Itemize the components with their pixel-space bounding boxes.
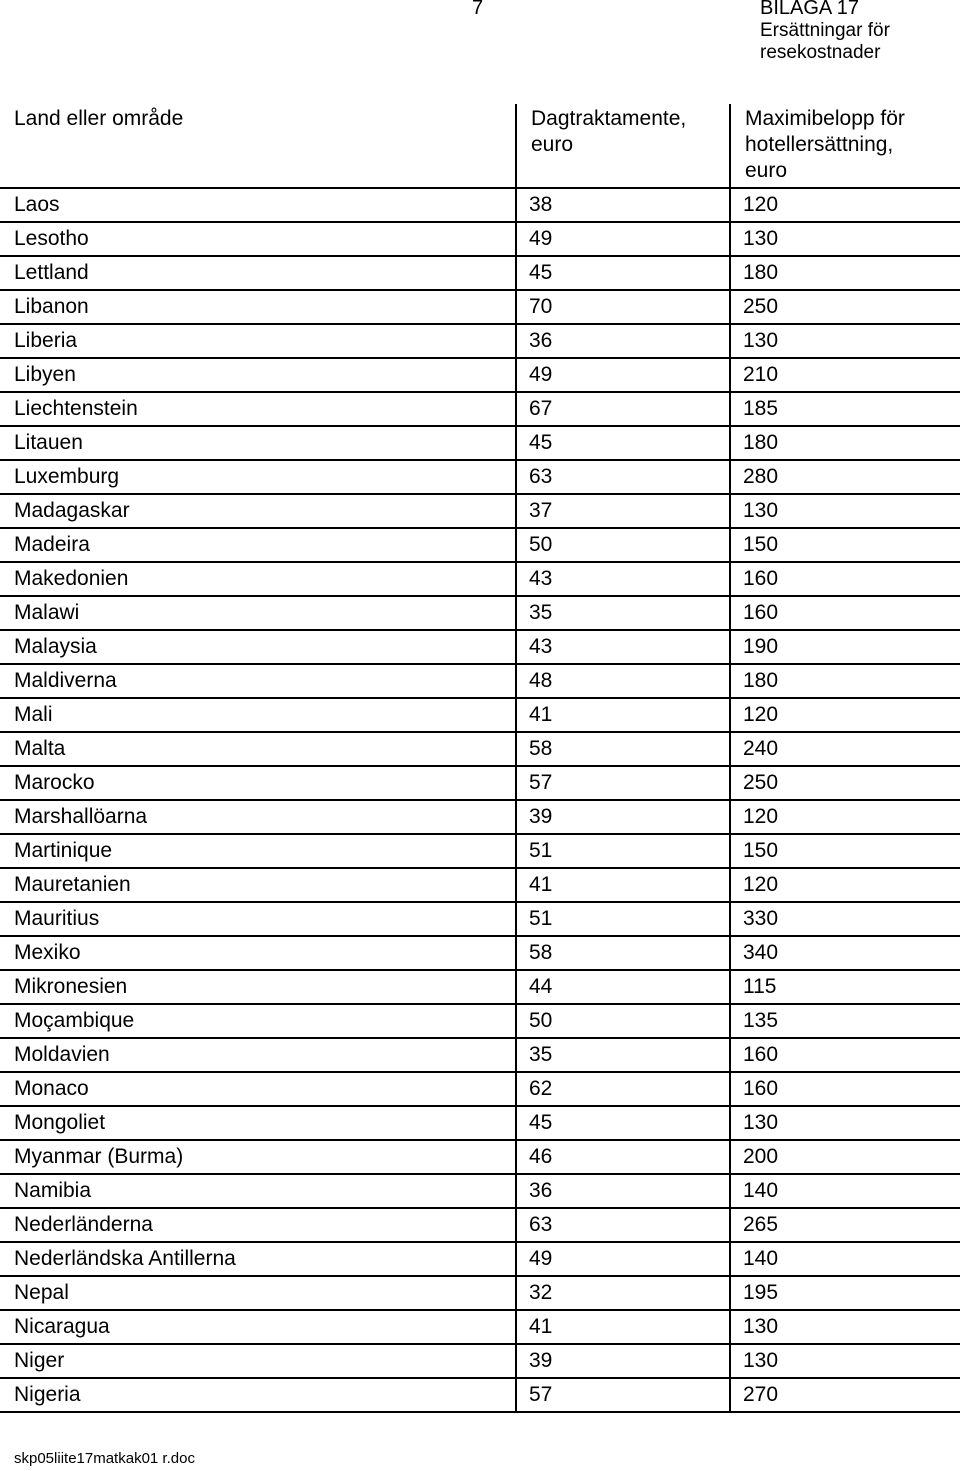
- hotel-max-cell: 160: [730, 1038, 960, 1072]
- hotel-max-cell: 195: [730, 1276, 960, 1310]
- table-row: [0, 562, 960, 596]
- daily-allowance-cell: 36: [516, 324, 730, 358]
- country-cell: Liberia: [0, 324, 516, 358]
- column-header-country: [0, 104, 516, 188]
- daily-allowance-cell: 41: [516, 1310, 730, 1344]
- table-row: [0, 1106, 960, 1140]
- daily-allowance-cell: 57: [516, 1378, 730, 1412]
- daily-allowance-cell: 45: [516, 256, 730, 290]
- country-cell: Namibia: [0, 1174, 516, 1208]
- daily-allowance-cell: 58: [516, 732, 730, 766]
- column-header-daily-line2: euro: [531, 133, 574, 156]
- column-header-hotel-line3: euro: [745, 159, 788, 182]
- hotel-max-cell: 240: [730, 732, 960, 766]
- country-cell: Litauen: [0, 426, 516, 460]
- table-row: [0, 426, 960, 460]
- hotel-max-cell: 160: [730, 562, 960, 596]
- footer-filename: skp05liite17matkak01 r.doc: [14, 1450, 195, 1467]
- hotel-max-cell: 140: [730, 1242, 960, 1276]
- table-row: [0, 630, 960, 664]
- daily-allowance-cell: 51: [516, 834, 730, 868]
- hotel-max-cell: 140: [730, 1174, 960, 1208]
- table-row: [0, 766, 960, 800]
- hotel-max-cell: 160: [730, 1072, 960, 1106]
- country-cell: Mauretanien: [0, 868, 516, 902]
- hotel-max-cell: 115: [730, 970, 960, 1004]
- daily-allowance-cell: 39: [516, 800, 730, 834]
- daily-allowance-cell: 51: [516, 902, 730, 936]
- daily-allowance-cell: 49: [516, 358, 730, 392]
- hotel-max-cell: 280: [730, 460, 960, 494]
- column-header-hotel-line2: hotellersättning,: [745, 133, 894, 156]
- hotel-max-cell: 120: [730, 800, 960, 834]
- table-row: [0, 1174, 960, 1208]
- hotel-max-cell: 265: [730, 1208, 960, 1242]
- daily-allowance-cell: 48: [516, 664, 730, 698]
- hotel-max-cell: 330: [730, 902, 960, 936]
- country-cell: Libanon: [0, 290, 516, 324]
- table-row: [0, 188, 960, 222]
- hotel-max-cell: 270: [730, 1378, 960, 1412]
- hotel-max-cell: 130: [730, 324, 960, 358]
- country-cell: Lesotho: [0, 222, 516, 256]
- hotel-max-cell: 120: [730, 868, 960, 902]
- allowance-rates-table: [0, 104, 960, 1413]
- daily-allowance-cell: 43: [516, 562, 730, 596]
- country-cell: Malawi: [0, 596, 516, 630]
- table-row: [0, 290, 960, 324]
- table-row: [0, 1276, 960, 1310]
- country-cell: Liechtenstein: [0, 392, 516, 426]
- country-cell: Monaco: [0, 1072, 516, 1106]
- country-cell: Luxemburg: [0, 460, 516, 494]
- table-row: [0, 222, 960, 256]
- country-cell: Marocko: [0, 766, 516, 800]
- hotel-max-cell: 180: [730, 664, 960, 698]
- hotel-max-cell: 130: [730, 1106, 960, 1140]
- table-row: [0, 800, 960, 834]
- daily-allowance-cell: 49: [516, 222, 730, 256]
- table-row: [0, 868, 960, 902]
- table-row: [0, 460, 960, 494]
- country-cell: Maldiverna: [0, 664, 516, 698]
- table-row: [0, 256, 960, 290]
- country-cell: Madeira: [0, 528, 516, 562]
- hotel-max-cell: 185: [730, 392, 960, 426]
- daily-allowance-cell: 39: [516, 1344, 730, 1378]
- table-body: [0, 188, 960, 1412]
- country-cell: Malaysia: [0, 630, 516, 664]
- daily-allowance-cell: 63: [516, 1208, 730, 1242]
- hotel-max-cell: 150: [730, 528, 960, 562]
- daily-allowance-cell: 32: [516, 1276, 730, 1310]
- country-cell: Nicaragua: [0, 1310, 516, 1344]
- appendix-title: BILAGA 17: [760, 0, 859, 19]
- country-cell: Malta: [0, 732, 516, 766]
- table-row: [0, 1140, 960, 1174]
- daily-allowance-cell: 46: [516, 1140, 730, 1174]
- table-row: [0, 494, 960, 528]
- country-cell: Mali: [0, 698, 516, 732]
- country-cell: Mexiko: [0, 936, 516, 970]
- country-cell: Niger: [0, 1344, 516, 1378]
- daily-allowance-cell: 70: [516, 290, 730, 324]
- country-cell: Mauritius: [0, 902, 516, 936]
- table-row: [0, 834, 960, 868]
- table-row: [0, 1004, 960, 1038]
- hotel-max-cell: 340: [730, 936, 960, 970]
- column-header-hotel-line1: Maximibelopp för: [745, 107, 905, 130]
- country-cell: Madagaskar: [0, 494, 516, 528]
- daily-allowance-cell: 37: [516, 494, 730, 528]
- country-cell: Myanmar (Burma): [0, 1140, 516, 1174]
- column-header-daily-allowance: [516, 104, 730, 188]
- hotel-max-cell: 135: [730, 1004, 960, 1038]
- table-row: [0, 392, 960, 426]
- hotel-max-cell: 120: [730, 698, 960, 732]
- hotel-max-cell: 250: [730, 290, 960, 324]
- country-cell: Moçambique: [0, 1004, 516, 1038]
- hotel-max-cell: 160: [730, 596, 960, 630]
- country-cell: Martinique: [0, 834, 516, 868]
- daily-allowance-cell: 43: [516, 630, 730, 664]
- country-cell: Moldavien: [0, 1038, 516, 1072]
- daily-allowance-cell: 35: [516, 596, 730, 630]
- table-row: [0, 358, 960, 392]
- hotel-max-cell: 130: [730, 1344, 960, 1378]
- table-row: [0, 1242, 960, 1276]
- daily-allowance-cell: 41: [516, 868, 730, 902]
- hotel-max-cell: 130: [730, 222, 960, 256]
- hotel-max-cell: 180: [730, 256, 960, 290]
- table-row: [0, 1208, 960, 1242]
- table-row: [0, 1344, 960, 1378]
- country-cell: Nederländska Antillerna: [0, 1242, 516, 1276]
- hotel-max-cell: 120: [730, 188, 960, 222]
- daily-allowance-cell: 38: [516, 188, 730, 222]
- page-number: 7: [472, 0, 484, 19]
- country-cell: Mongoliet: [0, 1106, 516, 1140]
- daily-allowance-cell: 50: [516, 528, 730, 562]
- daily-allowance-cell: 35: [516, 1038, 730, 1072]
- table-row: [0, 664, 960, 698]
- table-row: [0, 936, 960, 970]
- daily-allowance-cell: 45: [516, 1106, 730, 1140]
- table-row: [0, 902, 960, 936]
- table-row: [0, 528, 960, 562]
- table-row: [0, 1038, 960, 1072]
- table-row: [0, 732, 960, 766]
- country-cell: Nederländerna: [0, 1208, 516, 1242]
- daily-allowance-cell: 49: [516, 1242, 730, 1276]
- daily-allowance-cell: 50: [516, 1004, 730, 1038]
- country-cell: Libyen: [0, 358, 516, 392]
- hotel-max-cell: 190: [730, 630, 960, 664]
- table-row: [0, 698, 960, 732]
- daily-allowance-cell: 57: [516, 766, 730, 800]
- daily-allowance-cell: 41: [516, 698, 730, 732]
- hotel-max-cell: 180: [730, 426, 960, 460]
- daily-allowance-cell: 58: [516, 936, 730, 970]
- country-cell: Nigeria: [0, 1378, 516, 1412]
- table-row: [0, 596, 960, 630]
- column-header-hotel-max: [730, 104, 960, 188]
- country-cell: Mikronesien: [0, 970, 516, 1004]
- country-cell: Lettland: [0, 256, 516, 290]
- daily-allowance-cell: 45: [516, 426, 730, 460]
- daily-allowance-cell: 63: [516, 460, 730, 494]
- daily-allowance-cell: 67: [516, 392, 730, 426]
- appendix-heading: [760, 0, 890, 64]
- hotel-max-cell: 200: [730, 1140, 960, 1174]
- column-header-country-label: Land eller område: [14, 107, 184, 130]
- daily-allowance-cell: 62: [516, 1072, 730, 1106]
- table-row: [0, 970, 960, 1004]
- country-cell: Laos: [0, 188, 516, 222]
- country-cell: Nepal: [0, 1276, 516, 1310]
- country-cell: Marshallöarna: [0, 800, 516, 834]
- hotel-max-cell: 210: [730, 358, 960, 392]
- daily-allowance-cell: 44: [516, 970, 730, 1004]
- appendix-subtitle-line1: Ersättningar för: [760, 20, 890, 41]
- column-header-daily-line1: Dagtraktamente,: [531, 107, 687, 130]
- hotel-max-cell: 130: [730, 494, 960, 528]
- table-row: [0, 1378, 960, 1412]
- hotel-max-cell: 130: [730, 1310, 960, 1344]
- table-row: [0, 324, 960, 358]
- hotel-max-cell: 150: [730, 834, 960, 868]
- table-row: [0, 1072, 960, 1106]
- table-row: [0, 1310, 960, 1344]
- table-header-row: [0, 104, 960, 188]
- hotel-max-cell: 250: [730, 766, 960, 800]
- daily-allowance-cell: 36: [516, 1174, 730, 1208]
- appendix-subtitle-line2: resekostnader: [760, 42, 881, 63]
- country-cell: Makedonien: [0, 562, 516, 596]
